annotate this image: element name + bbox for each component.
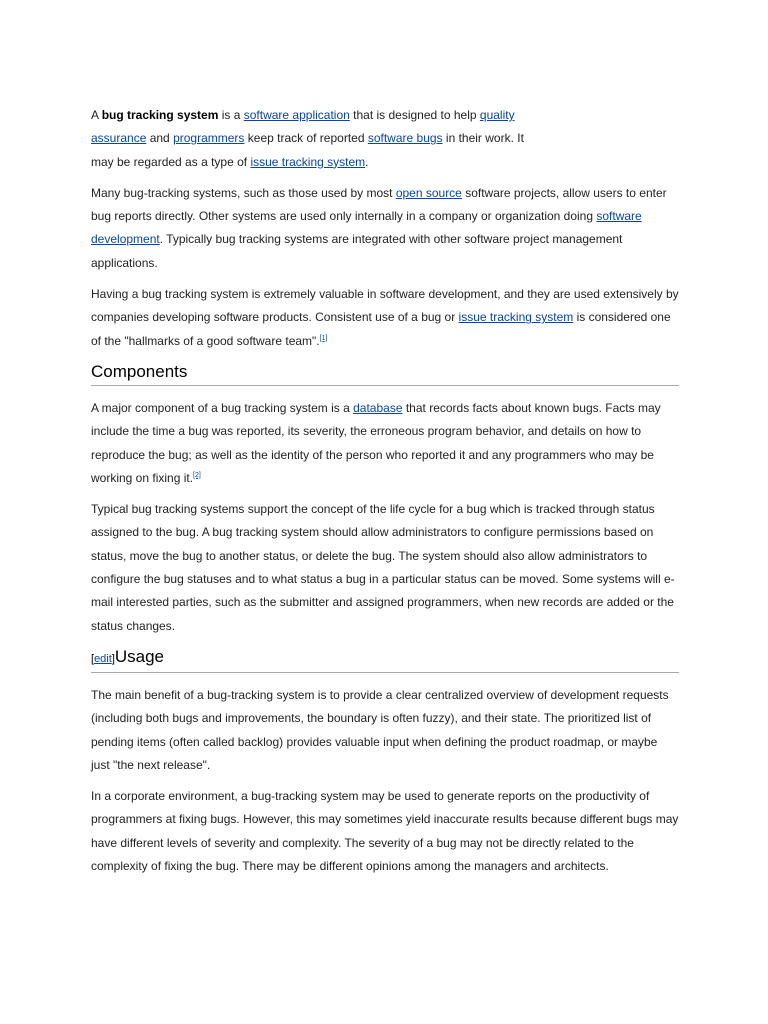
text: Many bug-tracking systems, such as those used by most: [91, 185, 396, 200]
edit-bracket-close: ]: [111, 652, 115, 665]
citation-1[interactable]: [1]: [319, 334, 328, 342]
text: .: [365, 154, 369, 169]
link-programmers[interactable]: programmers: [173, 131, 245, 146]
heading-usage-text: Usage: [114, 646, 165, 666]
usage-paragraph-1: The main benefit of a bug-tracking system is to provide a clear centralized overview of development requests (including both bugs and improvements, the boundary is often fuzzy), and their state. The prioritized list of pending items (often called backlog) provides valuable input when defining the product roadmap, or maybe just "the next release".: [91, 687, 669, 772]
article-body: [91, 104, 679, 886]
link-software-bugs[interactable]: software bugs: [367, 131, 443, 146]
text: keep track of reported: [244, 131, 368, 146]
components-paragraph-1: [91, 397, 679, 490]
usage-paragraph-2: In a corporate environment, a bug-tracking system may be used to generate reports on the productivity of programmers at fixing bugs. However, this may sometimes yield inaccurate results because different bugs may have different levels of severity and complexity. The severity of a bug may not be directly related to the complexity of fixing the bug. There may be different opinions among the managers and architects.: [91, 789, 679, 874]
text: that records facts about known bugs. Facts may include the time a bug was reported, its severity, the erroneous program behavior, and details on how to reproduce the bug; as well as the identity of the person who reported it and any programmers who may be working on fixing it.: [91, 400, 661, 485]
text: and: [146, 131, 174, 146]
heading-usage: [91, 646, 679, 673]
link-software-development[interactable]: software development: [91, 209, 642, 247]
text: software projects, allow users to enter bug reports directly. Other systems are used only internally in a company or organization doing: [91, 185, 667, 224]
link-database[interactable]: database: [353, 400, 403, 415]
text: Having a bug tracking system is extremely valuable in software development, and they are used extensively by companies developing software products. Consistent use of a bug or: [91, 287, 679, 325]
link-open-source[interactable]: open source: [395, 185, 462, 200]
link-software-application[interactable]: software application: [243, 108, 350, 122]
link-issue-tracking-system-2[interactable]: issue tracking system: [458, 310, 574, 325]
paragraph-3: [91, 283, 679, 353]
text: in their work. It may be regarded as a type of: [91, 131, 524, 169]
text: A major component of a bug tracking system is a: [91, 400, 354, 415]
article-subject-bold: bug tracking system: [101, 108, 219, 122]
text: is considered one of the "hallmarks of a good software team".: [91, 310, 671, 348]
paragraph-2: [91, 182, 679, 275]
link-quality-assurance[interactable]: quality assurance: [91, 108, 515, 146]
link-issue-tracking-system[interactable]: issue tracking system: [250, 154, 366, 169]
intro-paragraph: [91, 104, 546, 174]
text: A: [91, 108, 102, 122]
edit-bracket-open: [: [91, 652, 95, 665]
edit-link[interactable]: edit: [94, 652, 112, 665]
text: is a: [218, 108, 244, 122]
components-paragraph-2: Typical bug tracking systems support the concept of the life cycle for a bug which is tracked through status assigned to the bug. A bug tracking system should allow administrators to configure permissions based on status, move the bug to another status, or delete the bug. The system should also allow administrators to configure the bug statuses and to what status a bug in a particular status can be moved. Some systems will e-mail interested parties, such as the submitter and assigned programmers, when new records are added or the status changes.: [91, 502, 675, 633]
text: that is designed to help: [349, 108, 480, 122]
heading-components-text: Components: [91, 361, 188, 381]
edit-section-link: [91, 653, 115, 665]
citation-2[interactable]: [2]: [193, 471, 201, 479]
heading-components: [91, 361, 679, 386]
text: . Typically bug tracking systems are integrated with other software project management applications.: [91, 232, 623, 270]
